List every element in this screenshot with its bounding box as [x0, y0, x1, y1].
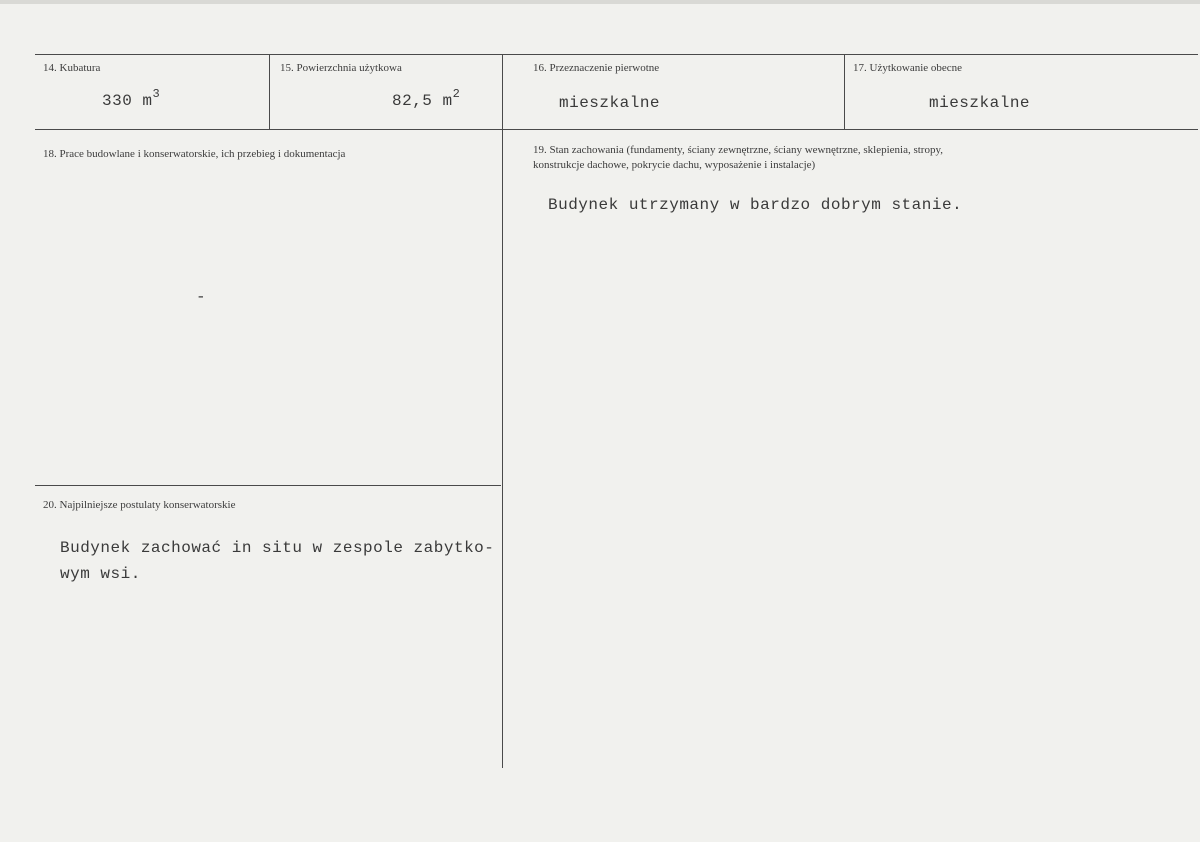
field-16-label: 16. Przeznaczenie pierwotne [533, 62, 660, 74]
field-15-exponent: 2 [452, 87, 461, 101]
field-19-label [533, 143, 943, 173]
field-18-value: - [196, 288, 207, 306]
field-15-value [392, 87, 461, 110]
row1-bottom-line [35, 129, 1198, 130]
field-17-value: mieszkalne [929, 94, 1031, 112]
divider-16-17 [844, 54, 845, 129]
field-20-value-line2: wym wsi. [60, 565, 141, 583]
field-18-label: 18. Prace budowlane i konserwatorskie, ich przebieg i dokumentacja [43, 148, 346, 160]
field-20-label: 20. Najpilniejsze postulaty konserwatorskie [43, 499, 236, 511]
field-19-value: Budynek utrzymany w bardzo dobrym stanie. [548, 196, 963, 214]
divider-14-15 [269, 54, 270, 129]
field-17-label: 17. Użytkowanie obecne [853, 62, 963, 74]
field-16-value: mieszkalne [559, 94, 661, 112]
field-14-label: 14. Kubatura [43, 62, 101, 74]
top-edge [0, 0, 1200, 4]
divider-main [502, 54, 503, 768]
field-14-exponent: 3 [152, 87, 161, 101]
field-15-value-text: 82,5 m [392, 92, 453, 110]
field20-top-line [35, 485, 501, 486]
field-19-label-line1: 19. Stan zachowania (fundamenty, ściany zewnętrzne, ściany wewnętrzne, sklepienia, stropy, [533, 144, 944, 156]
field-20-value-line1: Budynek zachować in situ w zespole zabytko- [60, 539, 495, 557]
field-14-value [102, 87, 161, 110]
top-border-line [35, 54, 1198, 55]
field-20-value [60, 535, 494, 587]
field-15-label: 15. Powierzchnia użytkowa [280, 62, 402, 74]
field-19-label-line2: konstrukcje dachowe, pokrycie dachu, wyposażenie i instalacje) [533, 159, 816, 171]
field-14-value-text: 330 m [102, 92, 153, 110]
